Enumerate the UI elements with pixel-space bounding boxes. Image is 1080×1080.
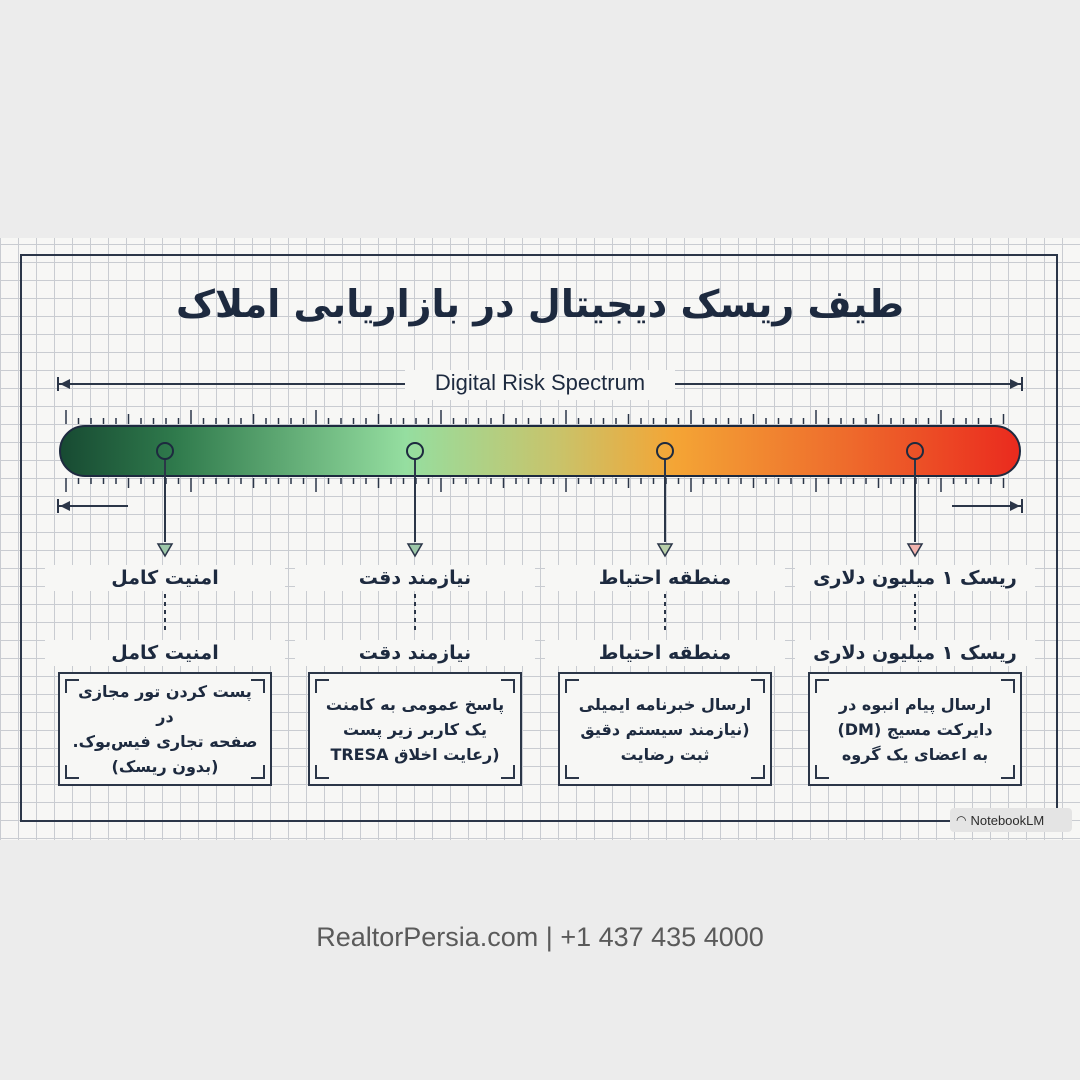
zone-2-subtitle: نیازمند دقت [295, 640, 535, 666]
card-line: (نیازمند سیستم دقیق [580, 719, 750, 739]
zone-3-subtitle: منطقه احتیاط [545, 640, 785, 666]
zone-4-card [808, 672, 1022, 786]
card-line: دایرکت مسیج (DM) [837, 719, 993, 739]
card-line: (رعایت اخلاق TRESA [330, 744, 500, 764]
footer-contact: RealtorPersia.com | +1 437 435 4000 [316, 922, 764, 952]
bottom-dimension-lines [58, 499, 1022, 513]
card-line: پست کردن تور مجازی در [78, 682, 252, 726]
card-line: ارسال خبرنامه ایمیلی [578, 694, 752, 714]
card-line: ثبت رضایت [620, 744, 710, 764]
marker-arrowhead [908, 544, 922, 556]
zone-4-card-text [827, 692, 1002, 767]
zone-1-card [58, 672, 272, 786]
spectrum-bar [60, 426, 1020, 476]
zone-2-title: نیازمند دقت [295, 565, 535, 591]
notebooklm-logo-icon: ◠ [956, 813, 967, 827]
zone-2-card [308, 672, 522, 786]
card-line: پاسخ عمومی به کامنت [325, 694, 505, 714]
card-line: (بدون ریسک) [111, 757, 219, 776]
card-line: یک کاربر زیر پست [343, 719, 487, 739]
ruler-ticks-bottom [66, 478, 1004, 492]
marker-arrowhead [658, 544, 672, 556]
card-line: به اعضای یک گروه [841, 744, 989, 764]
zone-3-card-text [569, 692, 762, 767]
marker-arrowhead [158, 544, 172, 556]
zone-3-card [558, 672, 772, 786]
zone-2-card-text [316, 692, 514, 767]
zone-4-title: ریسک ۱ میلیون دلاری [795, 565, 1035, 591]
zone-1-card-text [60, 679, 270, 779]
brand-label: NotebookLM [970, 812, 1045, 828]
spectrum-label: Digital Risk Spectrum [405, 370, 675, 400]
card-line: صفحه تجاری فیس‌بوک. [72, 732, 258, 751]
zone-4-subtitle: ریسک ۱ میلیون دلاری [795, 640, 1035, 666]
ruler-ticks-top [66, 410, 1004, 424]
marker-arrowhead [408, 544, 422, 556]
dashed-connectors [165, 594, 915, 632]
page-title: طیف ریسک دیجیتال در بازاریابی املاک [175, 282, 905, 326]
zone-1-title: امنیت کامل [45, 565, 285, 591]
notebooklm-badge [950, 808, 1072, 832]
card-line: ارسال پیام انبوه در [838, 694, 992, 714]
zone-3-title: منطقه احتیاط [545, 565, 785, 591]
infographic [0, 238, 1080, 840]
zone-1-subtitle: امنیت کامل [45, 640, 285, 666]
